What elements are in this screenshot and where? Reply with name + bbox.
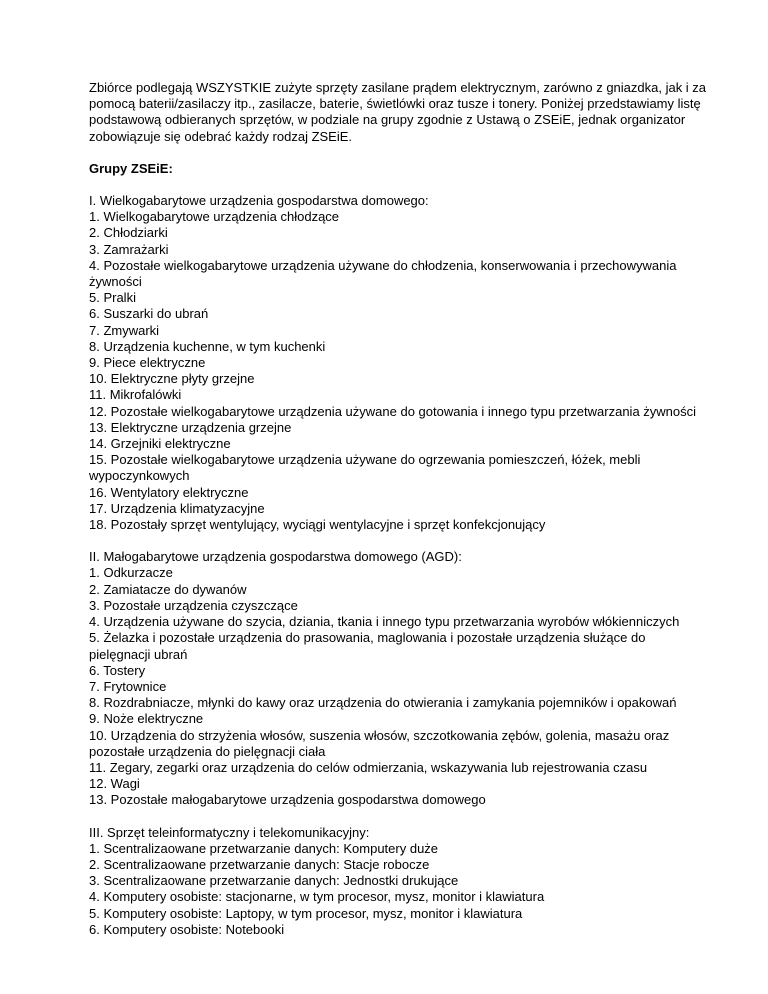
list-item: 12. Wagi <box>89 776 140 792</box>
spacer <box>89 533 709 549</box>
list-item: 13. Elektryczne urządzenia grzejne <box>89 419 292 435</box>
intro-paragraph: Zbiórce podlegają WSZYSTKIE zużyte sprzęty zasilane prądem elektrycznym, zarówno z gniazdka, jak i za pomocą baterii/zasilaczy itp., zasilacze, baterie, świetlówki oraz tusze i tonery. Poniżej przedstawiamy listę podstawową odbieranych sprzętów, w podziale na grupy zgodnie z Ustawą o ZSEiE, jednak organizator zobowiązuje się odebrać każdy rodzaj ZSEiE. <box>89 80 707 144</box>
list-item: 2. Zamiatacze do dywanów <box>89 581 247 597</box>
list-item: 10. Urządzenia do strzyżenia włosów, suszenia włosów, szczotkowania zębów, golenia, masażu oraz pozostałe urządzenia do pielęgnacji ciała <box>89 727 673 759</box>
group-title: I. Wielkogabarytowe urządzenia gospodarstwa domowego: <box>89 193 429 209</box>
list-item: 6. Komputery osobiste: Notebooki <box>89 921 285 937</box>
spacer <box>89 809 709 825</box>
list-item: 13. Pozostałe małogabarytowe urządzenia gospodarstwa domowego <box>89 792 486 808</box>
list-item: 9. Noże elektryczne <box>89 711 204 727</box>
list-item: 17. Urządzenia klimatyzacyjne <box>89 500 265 516</box>
document-page <box>89 80 709 938</box>
list-item: 8. Rozdrabniacze, młynki do kawy oraz urządzenia do otwierania i zamykania pojemników i opakowań <box>89 695 677 711</box>
group-title: III. Sprzęt teleinformatyczny i telekomunikacyjny: <box>89 824 370 840</box>
list-item: 3. Scentralizaowane przetwarzanie danych: Jednostki drukujące <box>89 873 459 889</box>
list-item: 2. Chłodziarki <box>89 225 168 241</box>
list-item: 1. Scentralizaowane przetwarzanie danych: Komputery duże <box>89 840 439 856</box>
list-item: 7. Frytownice <box>89 678 167 694</box>
list-item: 15. Pozostałe wielkogabarytowe urządzenia używane do ogrzewania pomieszczeń, łóżek, mebli wypoczynkowych <box>89 452 644 484</box>
list-item: 18. Pozostały sprzęt wentylujący, wyciągi wentylacyjne i sprzęt konfekcjonujący <box>89 517 546 533</box>
list-item: 1. Wielkogabarytowe urządzenia chłodzące <box>89 209 340 225</box>
list-item: 6. Tostery <box>89 662 146 678</box>
list-item: 3. Zamrażarki <box>89 241 169 257</box>
list-item: 6. Suszarki do ubrań <box>89 306 209 322</box>
spacer <box>89 177 709 193</box>
list-item: 11. Mikrofalówki <box>89 387 182 403</box>
list-item: 5. Komputery osobiste: Laptopy, w tym procesor, mysz, monitor i klawiatura <box>89 905 523 921</box>
list-item: 4. Komputery osobiste: stacjonarne, w tym procesor, mysz, monitor i klawiatura <box>89 889 545 905</box>
list-item: 2. Scentralizaowane przetwarzanie danych: Stacje robocze <box>89 856 430 872</box>
group-section <box>89 193 709 533</box>
list-item: 1. Odkurzacze <box>89 565 173 581</box>
list-item: 5. Pralki <box>89 290 136 306</box>
spacer <box>89 145 709 161</box>
list-item: 4. Urządzenia używane do szycia, dziania, tkania i innego typu przetwarzania wyrobów włókienniczych <box>89 614 680 630</box>
list-item: 16. Wentylatory elektryczne <box>89 484 249 500</box>
list-item: 12. Pozostałe wielkogabarytowe urządzenia używane do gotowania i innego typu przetwarzania żywności <box>89 403 697 419</box>
groups-heading: Grupy ZSEiE: <box>89 160 173 176</box>
list-item: 14. Grzejniki elektryczne <box>89 436 231 452</box>
list-item: 5. Żelazka i pozostałe urządzenia do prasowania, maglowania i pozostałe urządzenia służące do pielęgnacji ubrań <box>89 630 650 662</box>
group-section <box>89 825 709 938</box>
group-title: II. Małogabarytowe urządzenia gospodarstwa domowego (AGD): <box>89 549 462 565</box>
list-item: 8. Urządzenia kuchenne, w tym kuchenki <box>89 338 326 354</box>
list-item: 3. Pozostałe urządzenia czyszczące <box>89 597 298 613</box>
list-item: 4. Pozostałe wielkogabarytowe urządzenia używane do chłodzenia, konserwowania i przechowywania żywności <box>89 257 681 290</box>
list-item: 10. Elektryczne płyty grzejne <box>89 371 255 387</box>
group-section <box>89 549 709 808</box>
list-item: 7. Zmywarki <box>89 322 160 338</box>
list-item: 11. Zegary, zegarki oraz urządzenia do celów odmierzania, wskazywania lub rejestrowania czasu <box>89 759 648 775</box>
list-item: 9. Piece elektryczne <box>89 355 206 371</box>
